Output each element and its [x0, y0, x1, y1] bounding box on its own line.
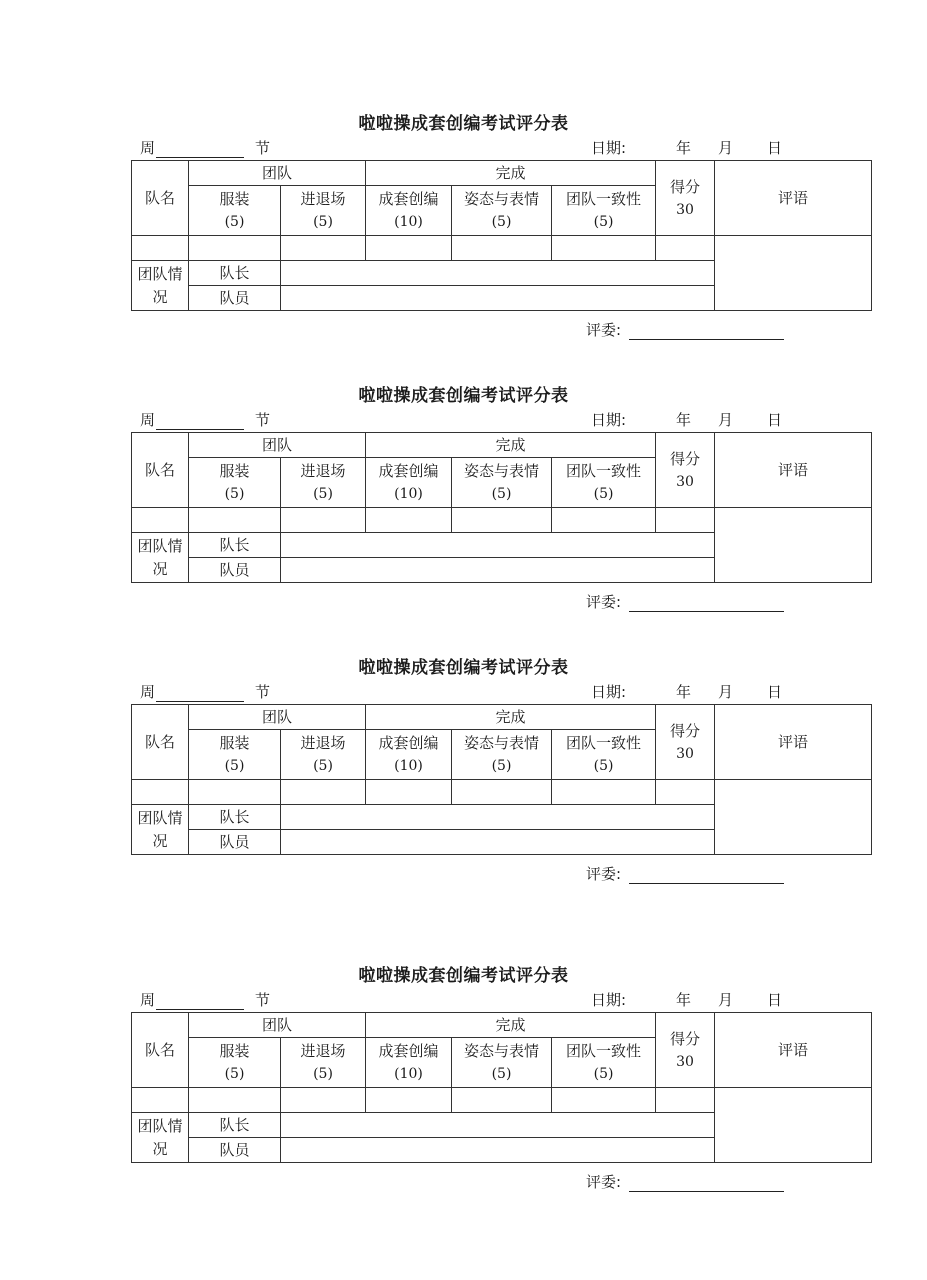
section-label: 节: [255, 139, 271, 157]
week-blank[interactable]: [156, 687, 244, 702]
choreography-label: 成套创编: [378, 190, 439, 208]
posture-header: [452, 1038, 552, 1088]
score-header: [656, 1013, 715, 1088]
costume-score-cell[interactable]: [189, 1088, 281, 1113]
members-label: 队员: [189, 830, 281, 855]
posture-points: (5): [491, 486, 512, 502]
choreography-label: 成套创编: [378, 734, 439, 752]
members-cell[interactable]: [281, 1138, 715, 1163]
team-name-cell[interactable]: [132, 1088, 189, 1113]
year-label: 年: [676, 683, 692, 701]
total-score-cell[interactable]: [656, 780, 715, 805]
posture-score-cell[interactable]: [452, 780, 552, 805]
header-info-row: [0, 682, 927, 702]
month-label: 月: [718, 991, 734, 1009]
captain-label: 队长: [189, 1113, 281, 1138]
members-cell[interactable]: [281, 286, 715, 311]
captain-cell[interactable]: [281, 533, 715, 558]
comment-header: 评语: [715, 433, 872, 508]
captain-label: 队长: [189, 261, 281, 286]
entrance-label: 进退场: [300, 190, 346, 208]
costume-label: 服装: [219, 462, 250, 480]
costume-header: [189, 730, 281, 780]
posture-score-cell[interactable]: [452, 236, 552, 261]
day-label: 日: [767, 991, 783, 1009]
members-label: 队员: [189, 558, 281, 583]
score-label: 得分: [670, 177, 701, 196]
costume-label: 服装: [219, 190, 250, 208]
score-header: [656, 705, 715, 780]
form-title: 啦啦操成套创编考试评分表: [358, 658, 569, 678]
total-score-cell[interactable]: [656, 1088, 715, 1113]
comment-header: 评语: [715, 1013, 872, 1088]
choreography-label: 成套创编: [378, 1042, 439, 1060]
posture-points: (5): [491, 214, 512, 230]
judge-label: 评委:: [586, 321, 622, 339]
costume-header: [189, 1038, 281, 1088]
week-label: 周: [140, 683, 156, 701]
posture-points: (5): [491, 758, 512, 774]
judge-signature-line[interactable]: [629, 869, 784, 884]
week-label: 周: [140, 991, 156, 1009]
month-label: 月: [718, 139, 734, 157]
posture-label: 姿态与表情: [464, 190, 540, 208]
posture-header: [452, 458, 552, 508]
entrance-header: [281, 186, 366, 236]
score-total: 30: [676, 473, 694, 490]
header-info-row: [0, 990, 927, 1010]
choreography-points: (10): [394, 214, 423, 230]
entrance-points: (5): [313, 758, 333, 774]
choreography-header: [366, 730, 452, 780]
score-total: 30: [676, 745, 694, 762]
entrance-score-cell[interactable]: [281, 236, 366, 261]
section-label: 节: [255, 683, 271, 701]
score-total: 30: [676, 201, 694, 218]
consistency-points: (5): [593, 214, 614, 230]
captain-label: 队长: [189, 533, 281, 558]
score-label: 得分: [670, 1029, 701, 1048]
week-blank[interactable]: [156, 143, 244, 158]
costume-label: 服装: [219, 1042, 250, 1060]
posture-label: 姿态与表情: [464, 734, 540, 752]
year-label: 年: [676, 411, 692, 429]
members-label: 队员: [189, 1138, 281, 1163]
captain-cell[interactable]: [281, 261, 715, 286]
consistency-score-cell[interactable]: [552, 508, 656, 533]
date-label: 日期:: [591, 683, 627, 701]
consistency-header: [552, 458, 656, 508]
week-field[interactable]: [140, 138, 244, 158]
consistency-score-cell[interactable]: [552, 780, 656, 805]
team-group-header: 团队: [189, 1013, 366, 1038]
team-group-header: 团队: [189, 705, 366, 730]
consistency-header: [552, 730, 656, 780]
entrance-score-cell[interactable]: [281, 780, 366, 805]
score-table: [131, 704, 872, 855]
comment-header: 评语: [715, 161, 872, 236]
header-info-row: [0, 410, 927, 430]
choreography-header: [366, 458, 452, 508]
choreography-score-cell[interactable]: [366, 1088, 452, 1113]
year-label: 年: [676, 991, 692, 1009]
team-name-cell[interactable]: [132, 780, 189, 805]
week-field[interactable]: [140, 682, 244, 702]
members-label: 队员: [189, 286, 281, 311]
team-group-header: 团队: [189, 161, 366, 186]
form-title: 啦啦操成套创编考试评分表: [358, 114, 569, 134]
score-form: [0, 385, 927, 615]
comment-cell[interactable]: [715, 236, 872, 311]
team-name-cell[interactable]: [132, 508, 189, 533]
date-label: 日期:: [591, 991, 627, 1009]
judge-signature[interactable]: [586, 864, 784, 884]
posture-score-cell[interactable]: [452, 508, 552, 533]
consistency-header: [552, 186, 656, 236]
team-name-header: 队名: [132, 1013, 189, 1088]
section-label: 节: [255, 991, 271, 1009]
week-blank[interactable]: [156, 995, 244, 1010]
completion-group-header: 完成: [366, 1013, 656, 1038]
judge-signature[interactable]: [586, 1172, 784, 1192]
team-name-header: 队名: [132, 161, 189, 236]
consistency-label: 团队一致性: [566, 190, 642, 208]
posture-label: 姿态与表情: [464, 462, 540, 480]
score-form: [0, 113, 927, 343]
entrance-header: [281, 730, 366, 780]
team-name-header: 队名: [132, 705, 189, 780]
week-label: 周: [140, 139, 156, 157]
judge-signature[interactable]: [586, 592, 784, 612]
form-title: 啦啦操成套创编考试评分表: [358, 966, 569, 986]
consistency-label: 团队一致性: [566, 1042, 642, 1060]
form-title: 啦啦操成套创编考试评分表: [358, 386, 569, 406]
choreography-header: [366, 186, 452, 236]
posture-score-cell[interactable]: [452, 1088, 552, 1113]
team-name-cell[interactable]: [132, 236, 189, 261]
costume-score-cell[interactable]: [189, 780, 281, 805]
costume-points: (5): [224, 214, 245, 230]
judge-label: 评委:: [586, 1173, 622, 1191]
team-status-label: 团队情况: [132, 805, 189, 855]
costume-label: 服装: [219, 734, 250, 752]
team-group-header: 团队: [189, 433, 366, 458]
score-table: [131, 160, 872, 311]
team-name-header: 队名: [132, 433, 189, 508]
entrance-score-cell[interactable]: [281, 508, 366, 533]
day-label: 日: [767, 411, 783, 429]
entrance-header: [281, 1038, 366, 1088]
members-cell[interactable]: [281, 830, 715, 855]
score-table: [131, 1012, 872, 1163]
captain-cell[interactable]: [281, 1113, 715, 1138]
section-label: 节: [255, 411, 271, 429]
judge-label: 评委:: [586, 593, 622, 611]
posture-header: [452, 186, 552, 236]
team-status-label: 团队情况: [132, 261, 189, 311]
consistency-score-cell[interactable]: [552, 236, 656, 261]
judge-signature-line[interactable]: [629, 597, 784, 612]
costume-score-cell[interactable]: [189, 508, 281, 533]
costume-points: (5): [224, 486, 245, 502]
posture-header: [452, 730, 552, 780]
team-status-label: 团队情况: [132, 533, 189, 583]
choreography-points: (10): [394, 486, 423, 502]
comment-cell[interactable]: [715, 1088, 872, 1163]
entrance-points: (5): [313, 1066, 333, 1082]
completion-group-header: 完成: [366, 433, 656, 458]
consistency-points: (5): [593, 486, 614, 502]
choreography-points: (10): [394, 1066, 423, 1082]
comment-cell[interactable]: [715, 508, 872, 583]
score-header: [656, 433, 715, 508]
week-blank[interactable]: [156, 415, 244, 430]
entrance-label: 进退场: [300, 1042, 346, 1060]
comment-cell[interactable]: [715, 780, 872, 855]
entrance-points: (5): [313, 486, 333, 502]
judge-signature-line[interactable]: [629, 1177, 784, 1192]
choreography-score-cell[interactable]: [366, 508, 452, 533]
month-label: 月: [718, 411, 734, 429]
costume-points: (5): [224, 758, 245, 774]
day-label: 日: [767, 683, 783, 701]
choreography-points: (10): [394, 758, 423, 774]
entrance-label: 进退场: [300, 462, 346, 480]
week-label: 周: [140, 411, 156, 429]
entrance-score-cell[interactable]: [281, 1088, 366, 1113]
members-cell[interactable]: [281, 558, 715, 583]
day-label: 日: [767, 139, 783, 157]
date-label: 日期:: [591, 411, 627, 429]
choreography-score-cell[interactable]: [366, 236, 452, 261]
judge-signature[interactable]: [586, 320, 784, 340]
entrance-header: [281, 458, 366, 508]
captain-cell[interactable]: [281, 805, 715, 830]
score-header: [656, 161, 715, 236]
consistency-header: [552, 1038, 656, 1088]
entrance-label: 进退场: [300, 734, 346, 752]
week-field[interactable]: [140, 990, 244, 1010]
consistency-points: (5): [593, 758, 614, 774]
score-label: 得分: [670, 449, 701, 468]
score-total: 30: [676, 1053, 694, 1070]
judge-label: 评委:: [586, 865, 622, 883]
posture-label: 姿态与表情: [464, 1042, 540, 1060]
week-field[interactable]: [140, 410, 244, 430]
consistency-label: 团队一致性: [566, 462, 642, 480]
entrance-points: (5): [313, 214, 333, 230]
year-label: 年: [676, 139, 692, 157]
header-info-row: [0, 138, 927, 158]
team-status-label: 团队情况: [132, 1113, 189, 1163]
choreography-label: 成套创编: [378, 462, 439, 480]
captain-label: 队长: [189, 805, 281, 830]
score-label: 得分: [670, 721, 701, 740]
costume-points: (5): [224, 1066, 245, 1082]
completion-group-header: 完成: [366, 705, 656, 730]
choreography-score-cell[interactable]: [366, 780, 452, 805]
date-label: 日期:: [591, 139, 627, 157]
posture-points: (5): [491, 1066, 512, 1082]
consistency-label: 团队一致性: [566, 734, 642, 752]
choreography-header: [366, 1038, 452, 1088]
score-table: [131, 432, 872, 583]
costume-header: [189, 458, 281, 508]
total-score-cell[interactable]: [656, 508, 715, 533]
costume-header: [189, 186, 281, 236]
comment-header: 评语: [715, 705, 872, 780]
score-form: [0, 965, 927, 1195]
judge-signature-line[interactable]: [629, 325, 784, 340]
costume-score-cell[interactable]: [189, 236, 281, 261]
consistency-score-cell[interactable]: [552, 1088, 656, 1113]
completion-group-header: 完成: [366, 161, 656, 186]
score-form: [0, 657, 927, 887]
total-score-cell[interactable]: [656, 236, 715, 261]
month-label: 月: [718, 683, 734, 701]
consistency-points: (5): [593, 1066, 614, 1082]
